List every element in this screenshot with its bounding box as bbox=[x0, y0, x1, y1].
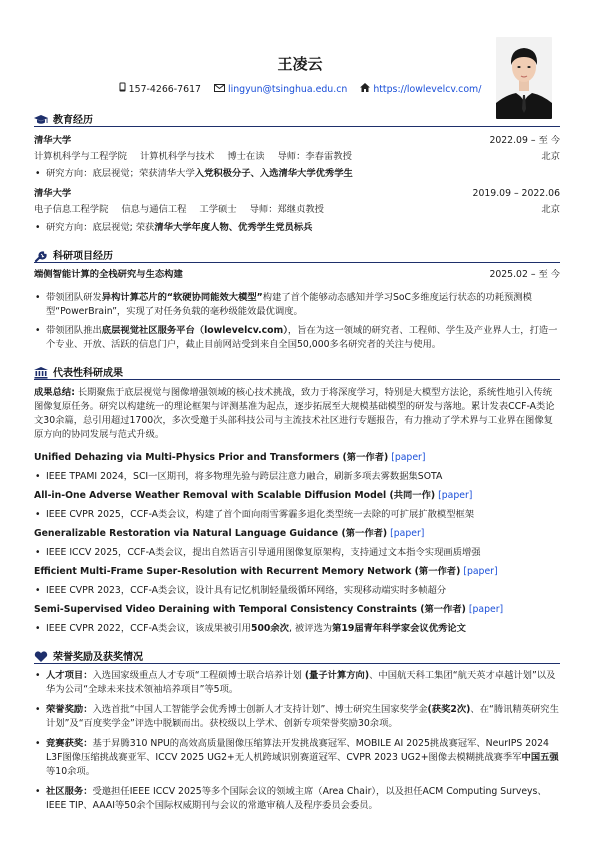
advisor: 导师：李春雷教授 bbox=[277, 151, 352, 162]
website-contact[interactable] bbox=[360, 83, 481, 95]
project-bullet bbox=[34, 291, 560, 319]
award-text: 、中国航天科工集团“航天英才卓越计划”以及华为公司“全球未来技术领袖培养项目”等5项。 bbox=[46, 670, 556, 695]
major: 计算机科学与技术 bbox=[139, 151, 215, 162]
paper-note bbox=[34, 546, 560, 560]
summary-text: 长期聚焦于底层视觉与图像增强领域的核心技术挑战，致力于将深度学习，特别是大模型方法论，系统性地引入传统图像复原任务。研究以构建统一的理论框架与评测基准为起点，逐步拓展至大规模基础模型的研发与落地。累计发表CCF-A类论文30余篇，总引用超过1700次，多次受邀于头部科技公司与主流技术社区进行专题报告，有力推动了学术界与工业界在图像复原方向的协同发展与范式升级。 bbox=[34, 387, 555, 440]
award-label: 社区服务： bbox=[46, 786, 93, 797]
award-text: 基于昇腾310 NPU的高效高质量图像压缩算法开发挑战赛冠军、MOBILE AI 2025挑战赛冠军、NeurIPS 2024 L3F图像压缩挑战赛亚军、ICCV 2025 UG2+无人机跨域识别赛道冠军、CVPR 2023 UG2+图像去模糊挑战赛季军 bbox=[46, 738, 549, 763]
award-item bbox=[34, 737, 560, 779]
bullet-text: ，旨在为这一领域的研究者、工程师、学生及产业界人士，打造一个专业、开放、活跃的信息门户，截止目前网站受到来自全国50,000多名研究者的关注与使用。 bbox=[46, 325, 558, 350]
major: 信息与通信工程 bbox=[121, 204, 187, 215]
project-bullet bbox=[34, 324, 560, 352]
paper-link[interactable]: [paper] bbox=[391, 452, 426, 463]
edu-location: 北京 bbox=[541, 204, 560, 215]
note-text: IEEE CVPR 2023，CCF-A类会议，设计具有记忆机制轻量级循环网络，实现移动端实时多帧超分 bbox=[46, 585, 447, 596]
bullet-bold-text: 清华大学年度人物、优秀学生党员标兵 bbox=[154, 222, 313, 233]
email-contact[interactable] bbox=[214, 84, 347, 95]
project-dates: 2025.02 – 至 今 bbox=[489, 269, 560, 280]
award-bold-text: (获奖2次) bbox=[427, 704, 471, 715]
degree: 工学硕士 bbox=[199, 204, 237, 215]
paper-link[interactable]: [paper] bbox=[463, 566, 498, 577]
award-label: 竞赛获奖： bbox=[46, 738, 93, 749]
award-item bbox=[34, 785, 560, 813]
note-bold-text: 第19届青年科学家会议优秀论文 bbox=[332, 623, 466, 634]
paper-link[interactable]: [paper] bbox=[390, 528, 425, 539]
section-title: 荣誉奖励及获奖情况 bbox=[53, 652, 143, 663]
award-bold-text: (量子计算方向) bbox=[304, 670, 370, 681]
education-entry-detail bbox=[34, 150, 560, 163]
edu-location: 北京 bbox=[541, 151, 560, 162]
paper-title: Generalizable Restoration via Natural Language Guidance (第一作者) bbox=[34, 528, 388, 539]
award-text: 等10余项。 bbox=[46, 766, 96, 777]
graduation-cap-icon bbox=[34, 111, 48, 123]
paper-note bbox=[34, 508, 560, 522]
award-text: 受邀担任IEEE ICCV 2025等多个国际会议的领域主席（Area Chair），以及担任ACM Computing Surveys、IEEE TIP、AAAI等50余个国际权威期刊与会议的常邀审稿人及程序委员会委员。 bbox=[46, 786, 547, 811]
paper-title-row bbox=[34, 527, 560, 540]
note-text: IEEE CVPR 2025，CCF-A类会议，构建了首个面向雨雪雾霾多退化类型统一去除的可扩展扩散模型框架 bbox=[46, 509, 475, 520]
education-entry-header bbox=[34, 187, 560, 200]
section-title: 代表性科研成果 bbox=[53, 368, 123, 379]
note-text: IEEE TPAMI 2024，SCI一区期刊，将多物理先验与跨层注意力融合，刷新多项去雾数据集SOTA bbox=[46, 471, 443, 482]
paper-title: Efficient Multi-Frame Super-Resolution with Recurrent Memory Network (第一作者) bbox=[34, 566, 461, 577]
education-bullet bbox=[34, 167, 560, 181]
note-text: , 被评选为 bbox=[288, 623, 333, 634]
bullet-bold-text: 底层视觉社区服务平台（lowlevelcv.com） bbox=[101, 325, 288, 336]
award-label: 人才项目： bbox=[46, 670, 93, 681]
edu-dates: 2022.09 – 至 今 bbox=[489, 135, 560, 146]
award-item bbox=[34, 703, 560, 731]
award-text: 入选国家级重点人才专项“工程硕博士联合培养计划 bbox=[92, 670, 305, 681]
paper-title-row bbox=[34, 489, 560, 502]
award-bold-text: 中国五强 bbox=[521, 752, 559, 763]
school-dept: 计算机科学与工程学院 bbox=[34, 151, 127, 162]
education-entry-header bbox=[34, 134, 560, 147]
award-text: 入选首批“中国人工智能学会优秀博士创新人才支持计划”、博士研究生国家奖学金 bbox=[92, 704, 428, 715]
note-text: IEEE CVPR 2022，CCF-A类会议，该成果被引用 bbox=[46, 623, 251, 634]
section-projects-header bbox=[34, 245, 560, 263]
school-name: 清华大学 bbox=[34, 135, 72, 146]
paper-title: Semi-Supervised Video Deraining with Temporal Consistency Constraints (第一作者) bbox=[34, 604, 466, 615]
bullet-bold-text: 异构计算芯片的“软硬协同能效大模型” bbox=[101, 292, 263, 303]
bullet-text: 带领团队推出 bbox=[46, 325, 102, 336]
paper-link[interactable]: [paper] bbox=[438, 490, 473, 501]
candidate-name: 王凌云 bbox=[277, 55, 323, 73]
award-item bbox=[34, 669, 560, 697]
heart-icon bbox=[34, 648, 48, 660]
paper-title-row bbox=[34, 565, 560, 578]
profile-photo bbox=[496, 37, 552, 119]
project-header bbox=[34, 268, 560, 281]
bullet-text: 带领团队研发 bbox=[46, 292, 102, 303]
mobile-phone-icon bbox=[119, 82, 126, 95]
school-dept: 电子信息工程学院 bbox=[34, 204, 109, 215]
paper-note bbox=[34, 622, 560, 636]
award-text: 、在“腾讯精英研究生计划”及“百度奖学金”评选中脱颖而出。获校级以上学术、创新专项荣誉奖励30余项。 bbox=[46, 704, 559, 729]
wrench-icon bbox=[34, 247, 48, 259]
paper-note bbox=[34, 584, 560, 598]
education-entry-detail bbox=[34, 203, 560, 216]
award-label: 荣誉奖励： bbox=[46, 704, 93, 715]
research-summary bbox=[34, 386, 560, 442]
note-bold-text: 500余次 bbox=[250, 623, 289, 634]
paper-title-row bbox=[34, 451, 560, 464]
summary-label: 成果总结: bbox=[34, 387, 75, 398]
section-publications-header bbox=[34, 362, 560, 380]
phone-contact bbox=[119, 82, 201, 95]
bank-icon bbox=[34, 364, 48, 376]
website-link[interactable]: https://lowlevelcv.com/ bbox=[373, 84, 482, 95]
edu-dates: 2019.09 – 2022.06 bbox=[472, 188, 560, 199]
bullet-text: 研究方向：底层视觉；荣获清华大学 bbox=[46, 168, 195, 179]
advisor: 导师：郑继贞教授 bbox=[249, 204, 324, 215]
bullet-text: 研究方向：底层视觉; 荣获 bbox=[46, 222, 155, 233]
home-icon bbox=[360, 83, 370, 95]
note-text: IEEE ICCV 2025，CCF-A类会议，提出自然语言引导通用图像复原架构，支持通过文本指令实现画质增强 bbox=[46, 547, 481, 558]
section-title: 科研项目经历 bbox=[53, 251, 113, 262]
school-name: 清华大学 bbox=[34, 188, 72, 199]
project-name: 端侧智能计算的全栈研究与生态构建 bbox=[34, 269, 183, 280]
section-awards-header bbox=[34, 646, 560, 664]
phone-number: 157-4266-7617 bbox=[128, 84, 202, 95]
paper-link[interactable]: [paper] bbox=[468, 604, 504, 615]
bullet-text: 构建了首个能够动态感知并学习SoC多维度运行状态的功耗预测模型“PowerBrain”，实现了对任务负载的毫秒级能效最优调度。 bbox=[46, 292, 532, 317]
paper-title-row bbox=[34, 603, 560, 616]
degree: 博士在读 bbox=[227, 151, 265, 162]
email-link[interactable]: lingyun@tsinghua.edu.cn bbox=[228, 84, 348, 95]
section-education-header bbox=[34, 109, 560, 127]
paper-note bbox=[34, 470, 560, 484]
section-title: 教育经历 bbox=[53, 115, 93, 126]
paper-title: Unified Dehazing via Multi-Physics Prior and Transformers (第一作者) bbox=[34, 452, 389, 463]
bullet-bold-text: 入党积极分子、入选清华大学优秀学生 bbox=[194, 168, 353, 179]
envelope-icon bbox=[214, 84, 225, 95]
paper-title: All-in-One Adverse Weather Removal with Scalable Diffusion Model (共同一作) bbox=[34, 490, 436, 501]
education-bullet bbox=[34, 221, 560, 235]
